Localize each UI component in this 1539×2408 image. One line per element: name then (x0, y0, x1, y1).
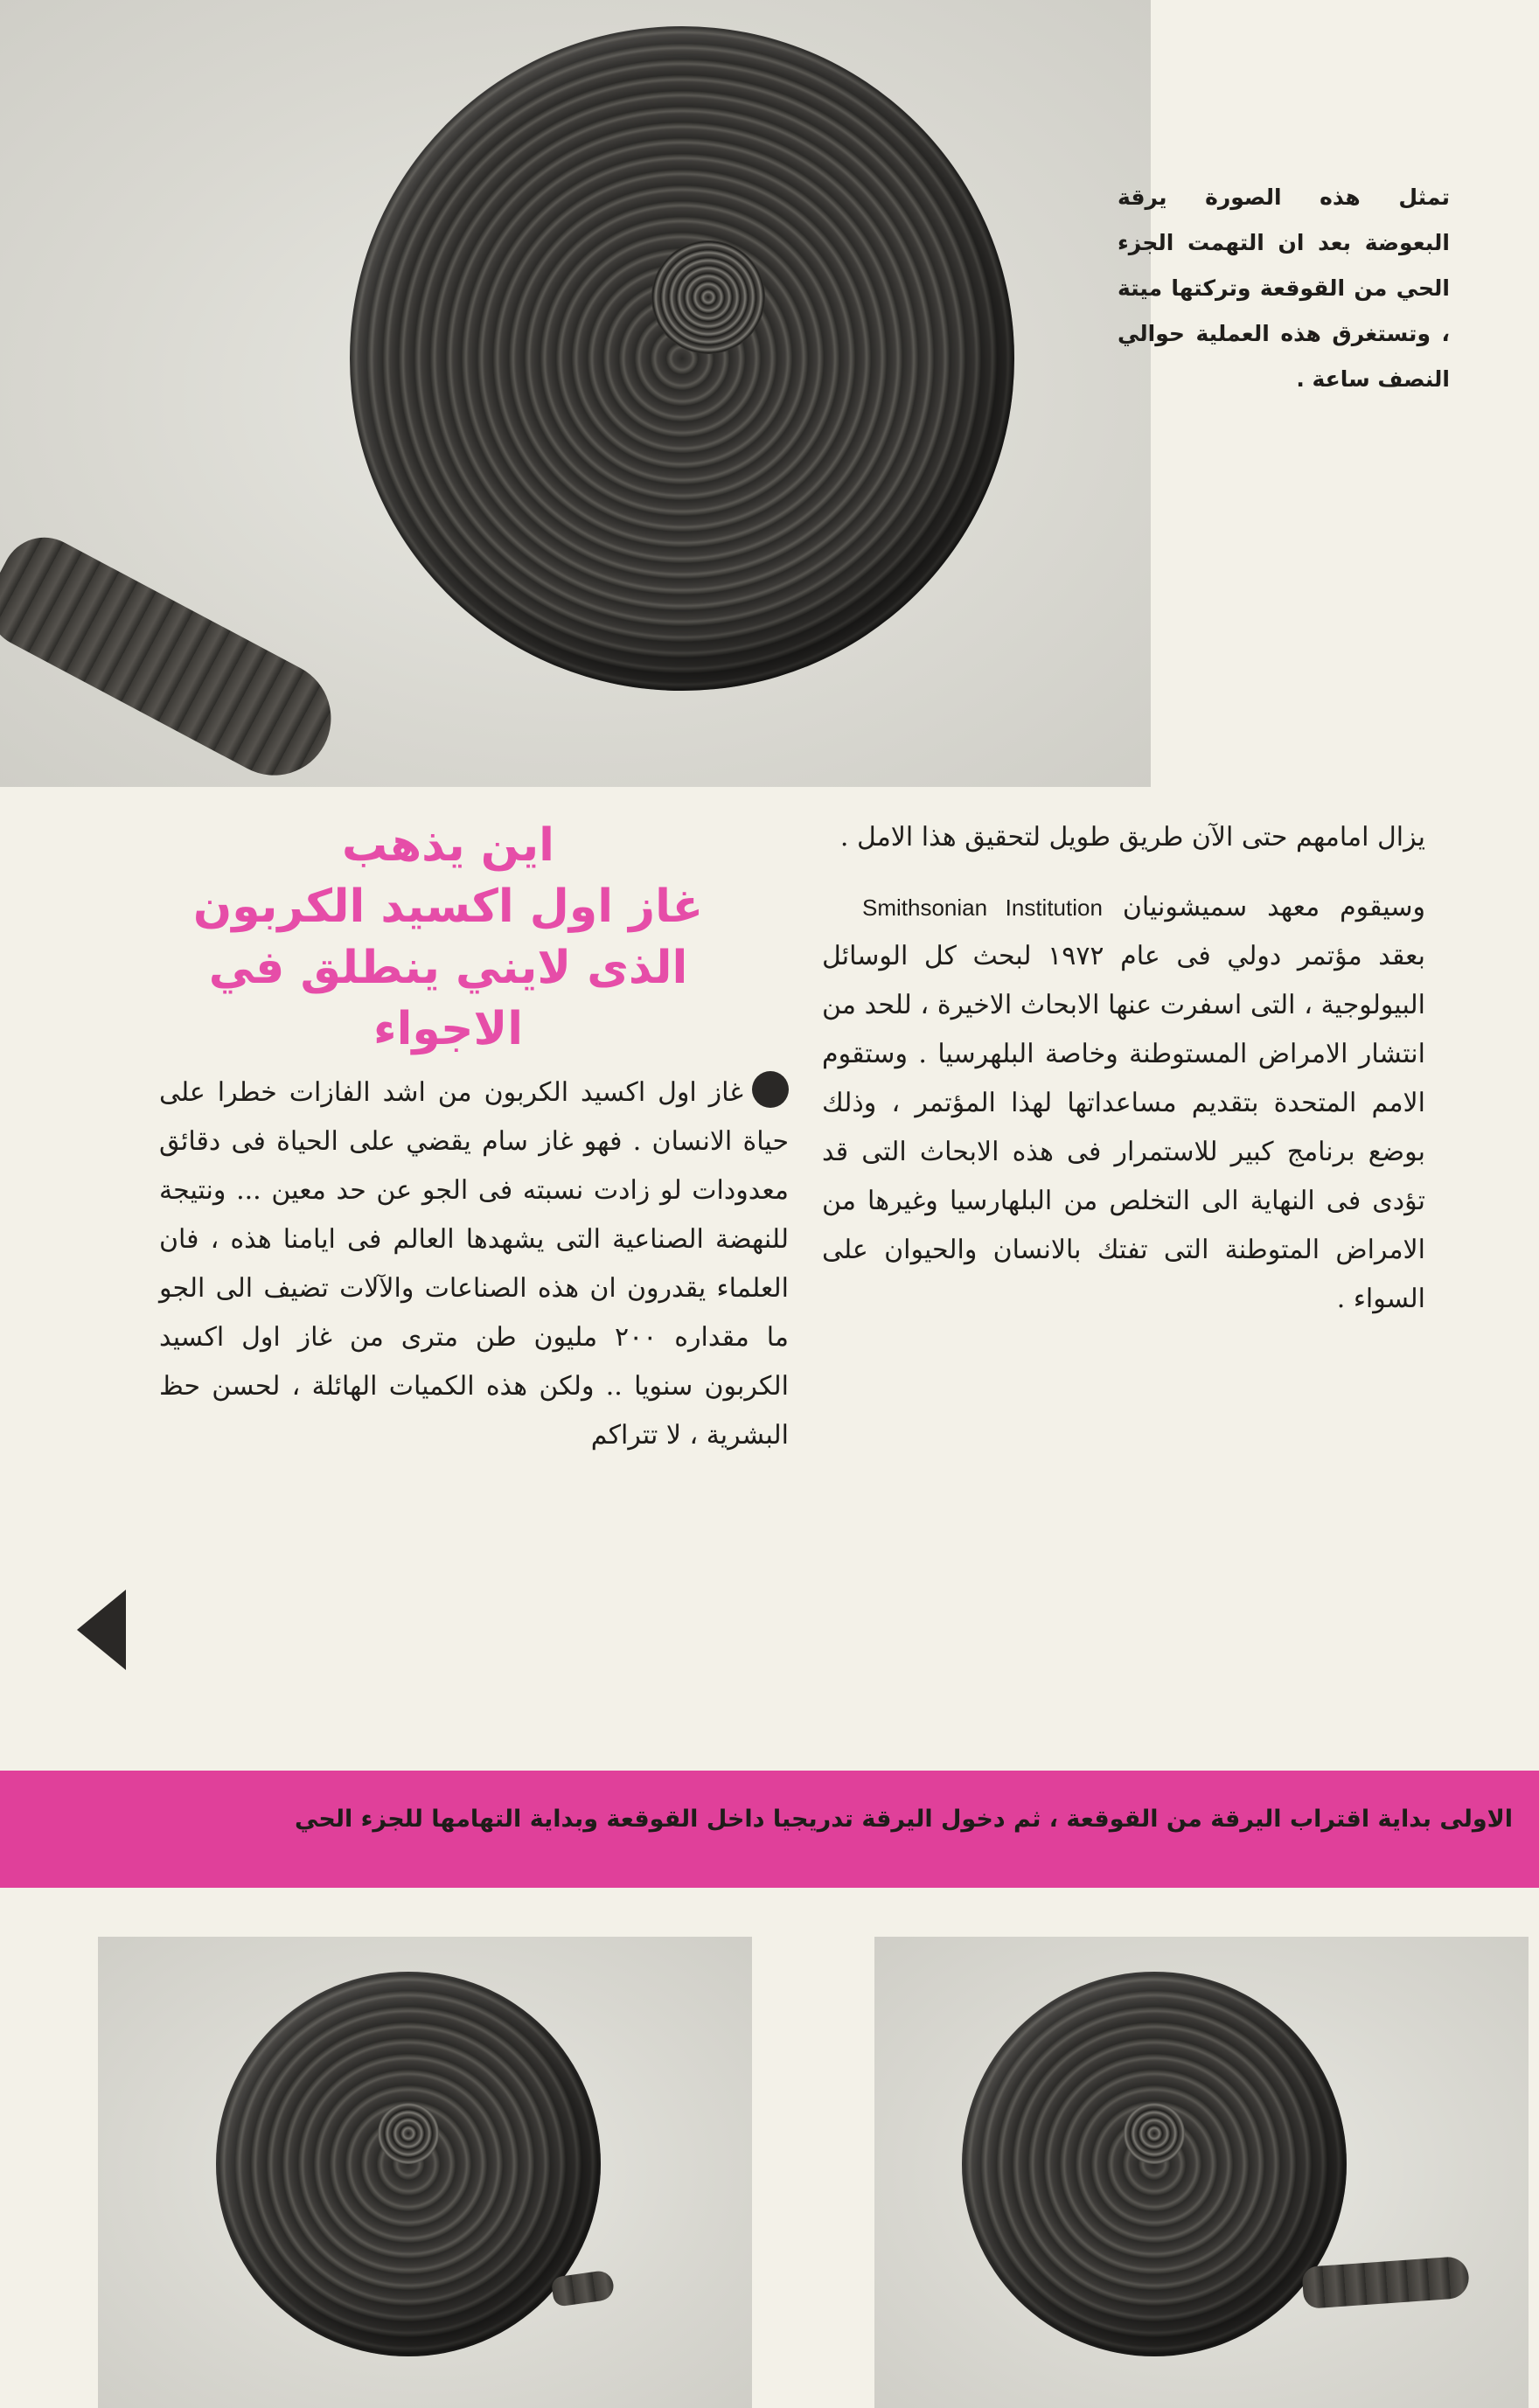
article-headline (136, 815, 761, 1060)
right-paragraph-1: يزال امامهم حتى الآن طريق طويل لتحقيق هذا الامل . (839, 822, 1425, 853)
band-caption: الاولى بداية اقتراب اليرقة من القوقعة ، ثم دخول اليرقة تدريجيا داخل القوقعة وبداية التهامها للجزء الحي (295, 1806, 1513, 1833)
headline-line-1: اين يذهب (342, 819, 554, 872)
snail-shell-image (216, 1972, 601, 2356)
shell-spiral-center (378, 2103, 439, 2164)
right-column-text (822, 813, 1425, 1324)
right-paragraph-2-start: وسيقوم معهد سميشونيان (1122, 892, 1425, 922)
top-photo (0, 0, 1151, 787)
snail-shell-image (350, 26, 1014, 691)
headline-line-2: غاز اول اكسيد الكربون (192, 880, 704, 933)
caption-band (0, 1771, 1539, 1888)
right-paragraph-2 (822, 883, 1425, 1324)
larva-image (0, 523, 351, 787)
bullet-icon (752, 1071, 789, 1108)
left-column-text (159, 1068, 789, 1460)
snail-shell-image (962, 1972, 1347, 2356)
shell-spiral-center (651, 240, 765, 354)
institution-latin-name: Smithsonian Institution (862, 894, 1103, 921)
bottom-photo-right (874, 1937, 1529, 2408)
continue-arrow-icon (77, 1590, 126, 1670)
larva-image (1301, 2256, 1470, 2309)
top-photo-caption: تمثل هذه الصورة يرقة البعوضة بعد ان التهمت الجزء الحي من القوقعة وتركتها ميتة ، وتستغرق هذه العملية حوالي النصف ساعة . (1118, 184, 1450, 392)
bottom-photo-left (98, 1937, 752, 2408)
right-paragraph-2-rest: بعقد مؤتمر دولي فى عام ١٩٧٢ لبحث كل الوسائل البيولوجية ، التى اسفرت عنها الابحاث الاخيرة ، للحد من انتشار الامراض المستوطنة وخاصة البلهرسيا . وستقوم الامم المتحدة بتقديم مساعداتها لهذا المؤتمر ، وذلك بوضع برنامج كبير للاستمرار فى هذه الابحاث التى قد تؤدى فى النهاية الى التخلص من البلهارسيا وغيرها من الامراض المتوطنة التى تفتك بالانسان والحيوان على السواء . (822, 941, 1425, 1314)
headline-line-3: الذى لايني ينطلق في الاجواء (208, 942, 688, 1055)
shell-spiral-center (1124, 2103, 1185, 2164)
left-paragraph: غاز اول اكسيد الكربون من اشد الفازات خطرا على حياة الانسان . فهو غاز سام يقضي على الحياة فى دقائق معدودات لو زادت نسبته فى الجو عن حد معين ... ونتيجة للنهضة الصناعية التى يشهدها العالم فى ايامنا هذه ، فان العلماء يقدرون ان هذه الصناعات والآلات تضيف الى الجو ما مقداره ٢٠٠ مليون طن مترى من غاز اول اكسيد الكربون سنويا .. ولكن هذه الكميات الهائلة ، لحسن حظ البشرية ، لا تتراكم (159, 1077, 789, 1451)
